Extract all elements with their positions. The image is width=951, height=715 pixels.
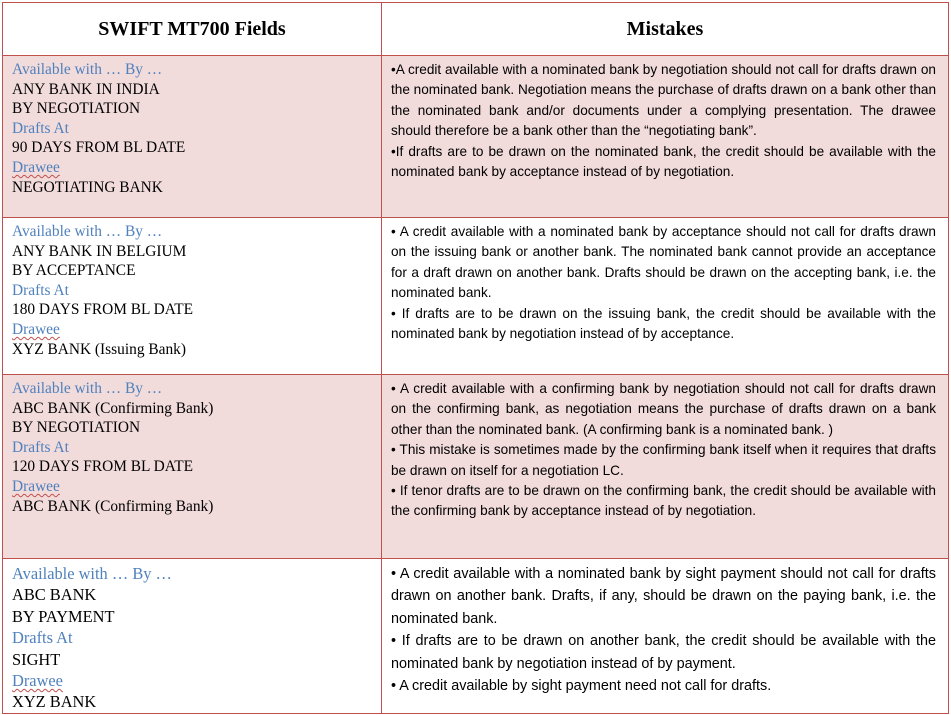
mistake-bullet: •If drafts are to be drawn on the nominated bank, the credit should be available with the nominated bank by acceptance instead of by negotiation.	[391, 143, 936, 180]
field-value: NEGOTIATING BANK	[12, 178, 163, 196]
field-value: ANY BANK IN BELGIUM	[12, 242, 187, 260]
field-value: 120 DAYS FROM BL DATE	[12, 458, 194, 476]
mistake-bullet: •A credit available with a nominated bank by negotiation should not call for drafts drawn on the nominated bank. Negotiation means the purchase of drafts drawn on a bank other than the nominated bank and/or documents under a complying presentation. The drawee should therefore be a bank other than the “negotiating bank”.	[391, 62, 936, 139]
mistakes-cell	[382, 375, 949, 559]
mistake-bullet: • This mistake is sometimes made by the confirming bank itself when it requires that drafts be drawn on itself for a negotiation LC.	[391, 442, 936, 478]
field-label-drafts-at: Drafts At	[12, 628, 73, 648]
field-value: BY ACCEPTANCE	[12, 262, 136, 280]
field-value: ABC BANK (Confirming Bank)	[12, 399, 214, 417]
mistake-bullet: • If drafts are to be drawn on the issuing bank, the credit should be available with the nominated bank by negotiation instead of by acceptance.	[391, 305, 936, 342]
mistake-bullet: • A credit available with a nominated bank by acceptance should not call for drafts drawn on the issuing bank or another bank. The nominated bank cannot provide an acceptance for a draft drawn on another bank. Drafts should be drawn on the accepting bank, i.e. the nominated bank.	[391, 224, 936, 301]
field-label-available-with: Available with … By …	[12, 61, 163, 78]
header-row	[3, 3, 949, 56]
table-row	[3, 559, 949, 714]
fields-cell	[3, 375, 382, 559]
mistake-bullet: • If drafts are to be drawn on another bank, the credit should be available with the nominated bank by negotiation instead of by payment.	[391, 633, 936, 672]
field-label-available-with: Available with … By …	[12, 223, 163, 240]
header-mistakes: Mistakes	[382, 3, 949, 56]
mistakes-cell	[382, 218, 949, 375]
mistakes-cell	[382, 559, 949, 714]
field-label-available-with: Available with … By …	[12, 564, 172, 583]
fields-cell	[3, 56, 382, 218]
fields-cell	[3, 559, 382, 714]
field-label-drafts-at: Drafts At	[12, 119, 69, 137]
field-value: BY NEGOTIATION	[12, 419, 141, 437]
field-value: BY NEGOTIATION	[12, 100, 141, 118]
mistake-bullet: • A credit available by sight payment need not call for drafts.	[391, 678, 772, 695]
header-fields: SWIFT MT700 Fields	[3, 3, 382, 56]
field-value: 180 DAYS FROM BL DATE	[12, 301, 194, 319]
field-value: 90 DAYS FROM BL DATE	[12, 139, 186, 157]
field-label-drawee: Drawee	[12, 158, 60, 176]
mistake-bullet: • A credit available with a nominated bank by sight payment should not call for drafts drawn on another bank. Drafts, if any, should be drawn on the paying bank, i.e. the nominated bank.	[391, 566, 936, 627]
field-value: ABC BANK	[12, 585, 97, 605]
field-label-drawee: Drawee	[12, 671, 63, 691]
fields-cell	[3, 218, 382, 375]
field-value: ANY BANK IN INDIA	[12, 80, 160, 98]
table-row	[3, 56, 949, 218]
field-label-available-with: Available with … By …	[12, 380, 163, 397]
mt700-mistakes-table	[2, 2, 949, 714]
table-row	[3, 375, 949, 559]
mistake-bullet: • If tenor drafts are to be drawn on the confirming bank, the credit should be available with the confirming bank by acceptance instead of by negotiation.	[391, 483, 936, 519]
field-value: ABC BANK (Confirming Bank)	[12, 497, 214, 515]
mistakes-cell	[382, 56, 949, 218]
field-label-drawee: Drawee	[12, 320, 60, 338]
field-value: SIGHT	[12, 649, 61, 669]
field-label-drawee: Drawee	[12, 477, 60, 495]
mistake-bullet: • A credit available with a confirming bank by negotiation should not call for drafts drawn on the confirming bank, as negotiation means the purchase of drafts drawn on a bank other than the nominated bank. (A confirming bank is a nominated bank. )	[391, 381, 936, 437]
field-label-drafts-at: Drafts At	[12, 281, 69, 299]
field-label-drafts-at: Drafts At	[12, 438, 69, 456]
field-value: XYZ BANK	[12, 692, 97, 712]
field-value: XYZ BANK (Issuing Bank)	[12, 340, 186, 358]
table-row	[3, 218, 949, 375]
field-value: BY PAYMENT	[12, 606, 115, 626]
